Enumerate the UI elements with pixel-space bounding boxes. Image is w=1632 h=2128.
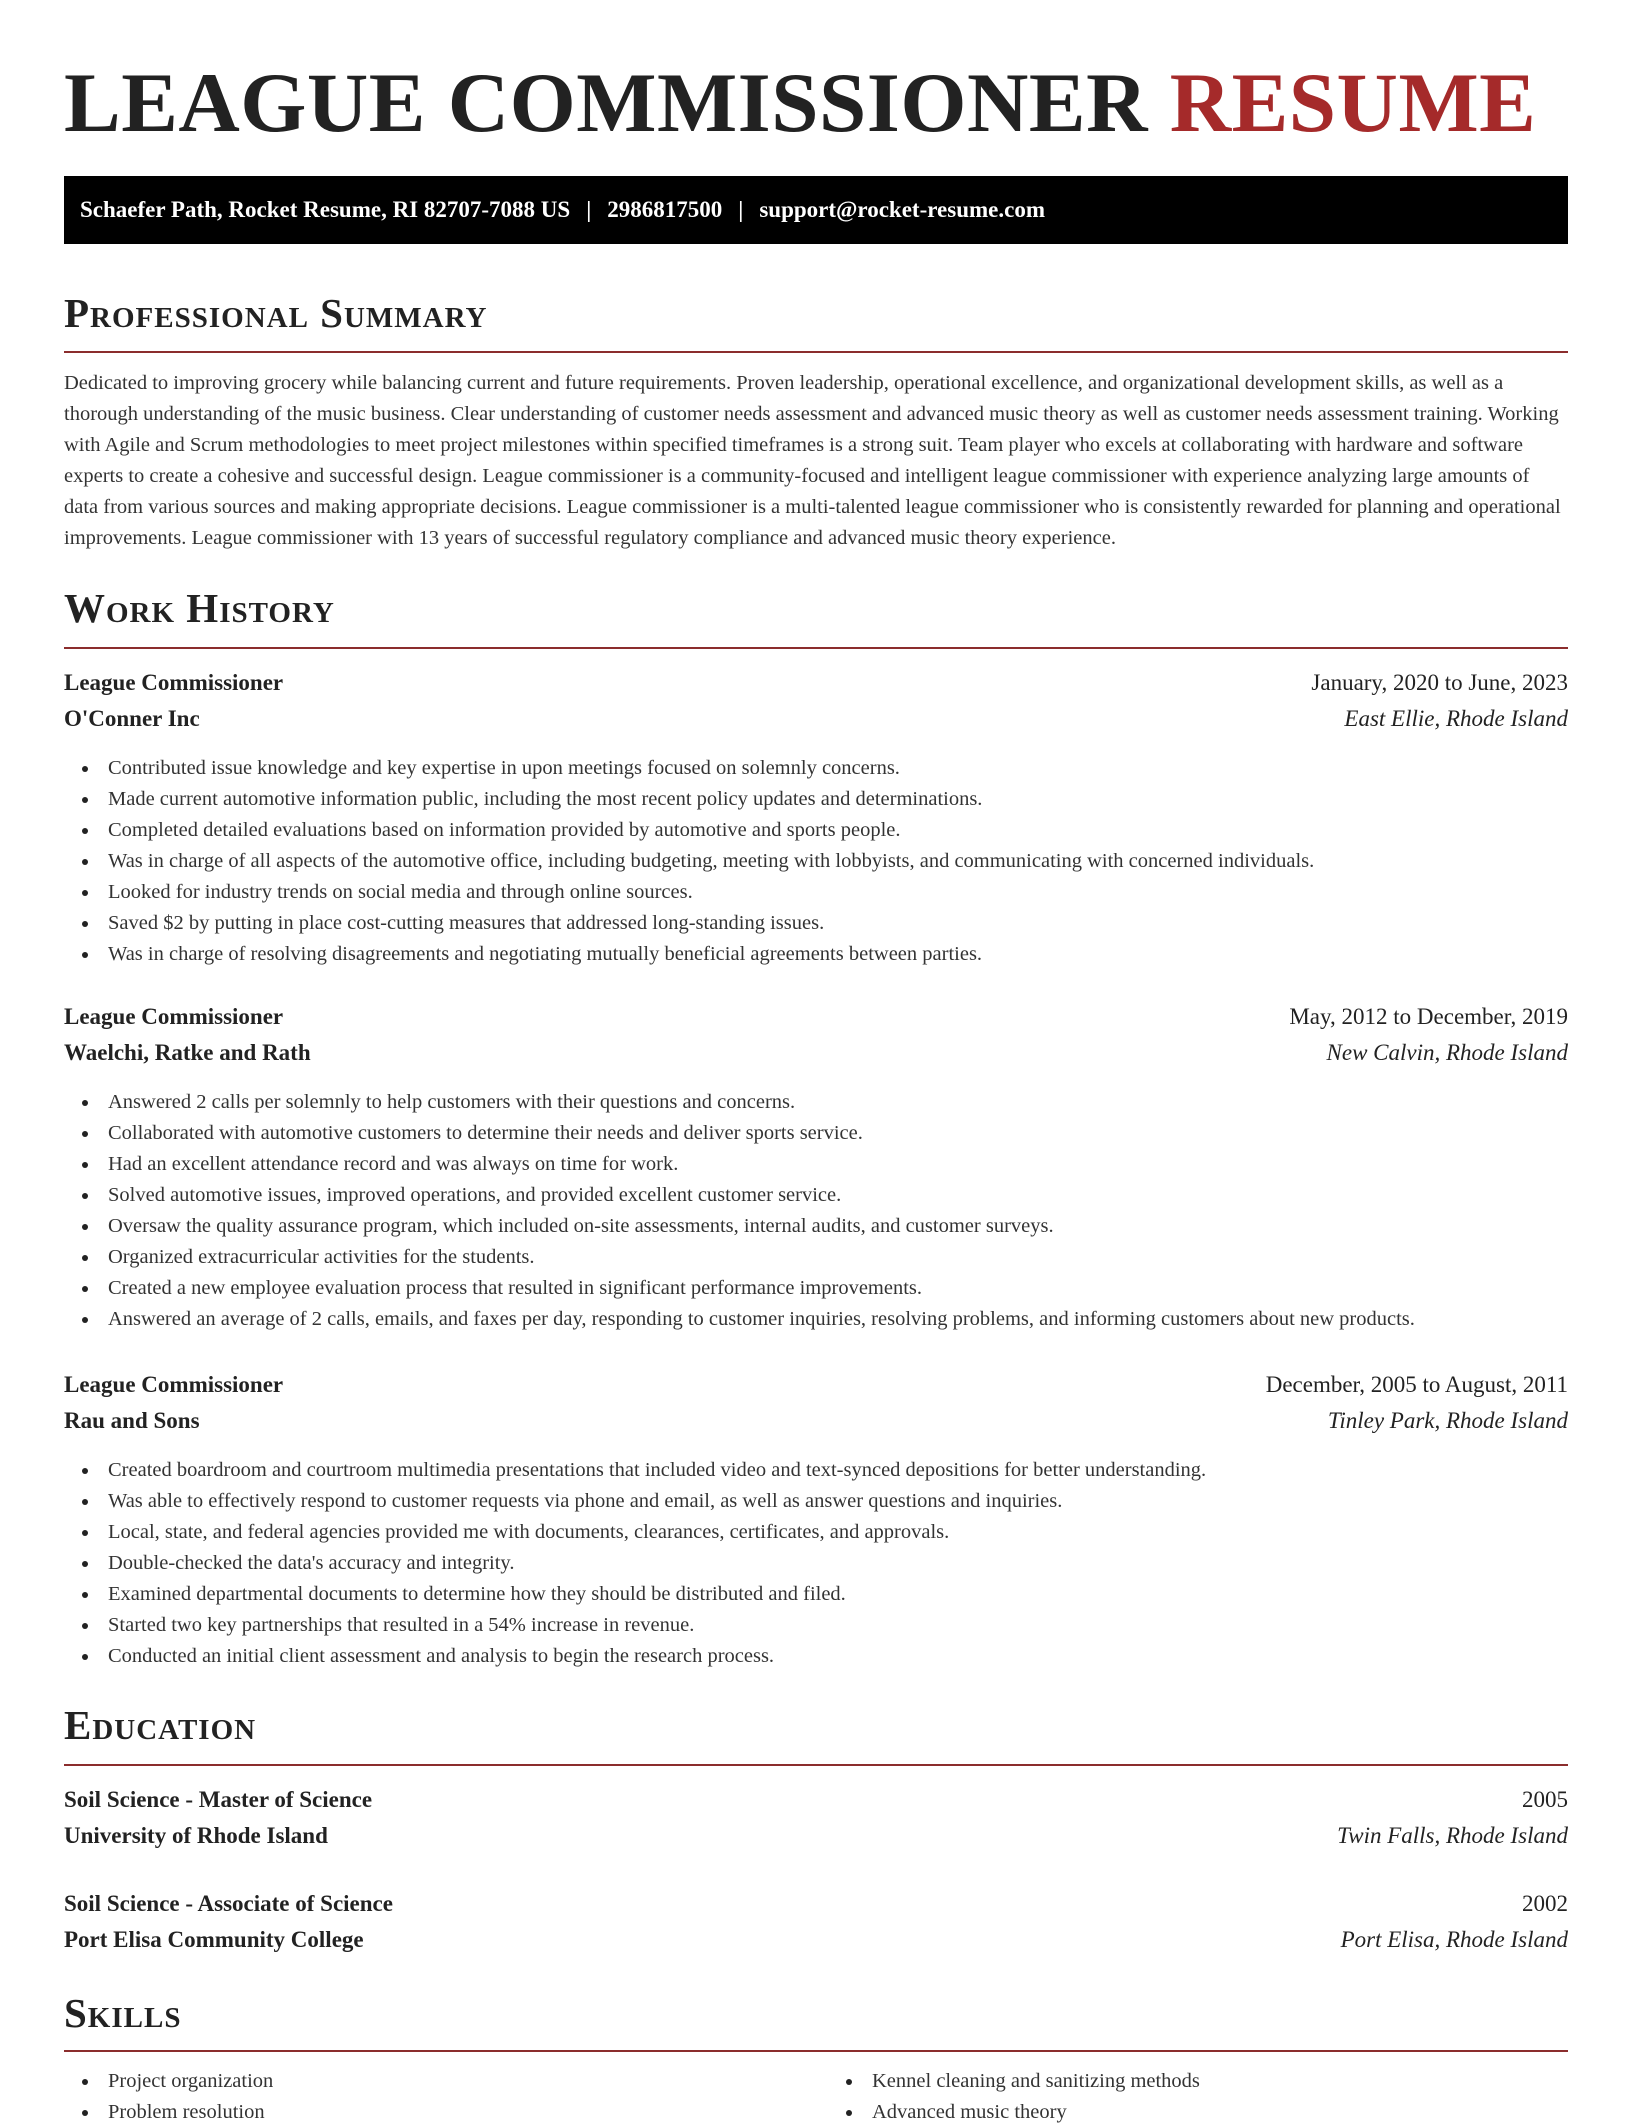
education-degree: Soil Science - Associate of Science (64, 1891, 393, 1916)
contact-separator: | (738, 197, 744, 222)
job-duty-item: Answered an average of 2 calls, emails, and faxes per day, responding to customer inquiries, resolving problems, and informing customers about new products. (64, 1304, 1568, 1335)
education-year: 2002 (1522, 1891, 1568, 1916)
education-school: University of Rhode Island (64, 1823, 328, 1848)
education-year: 2005 (1522, 1787, 1568, 1812)
job-duty-item: Double-checked the data's accuracy and integrity. (64, 1548, 1568, 1579)
job-title-row (64, 1368, 1568, 1402)
job-company: Waelchi, Ratke and Rath (64, 1040, 311, 1065)
job-title: League Commissioner (64, 670, 284, 695)
job-duties-list (64, 753, 1568, 970)
job-duty-item: Was in charge of all aspects of the automotive office, including budgeting, meeting with lobbyists, and communicating with concerned individuals. (64, 846, 1568, 877)
education-degree-row (64, 1887, 1568, 1921)
contact-separator: | (586, 197, 592, 222)
job-duty-item: Was in charge of resolving disagreements and negotiating mutually beneficial agreements between parties. (64, 939, 1568, 970)
job-duty-item: Collaborated with automotive customers to determine their needs and deliver sports service. (64, 1118, 1568, 1149)
skill-item: Problem resolution (64, 2097, 804, 2128)
job-location: East Ellie, Rhode Island (1344, 706, 1568, 731)
job-dates: May, 2012 to December, 2019 (1289, 1004, 1568, 1029)
education-school-row (64, 1923, 1568, 1957)
work-history-heading: Work History (64, 585, 335, 631)
section-divider (64, 1764, 1568, 1766)
skills-heading: Skills (64, 1990, 182, 2036)
job-duty-item: Created boardroom and courtroom multimedia presentations that included video and text-synced depositions for better understanding. (64, 1455, 1568, 1486)
summary-text: Dedicated to improving grocery while balancing current and future requirements. Proven leadership, operational excellence, and organizational development skills, as well as a thorough understanding of the music business. Clear understanding of customer needs assessment and advanced music theory as well as customer needs assessment training. Working with Agile and Scrum methodologies to meet project milestones within specified timeframes is a strong suit. Team player who excels at collaborating with hardware and software experts to create a cohesive and successful design. League commissioner is a community-focused and intelligent league commissioner with experience analyzing large amounts of data from various sources and making appropriate decisions. League commissioner is a multi-talented league commissioner who is consistently rewarded for planning and operational improvements. League commissioner with 13 years of successful regulatory compliance and advanced music theory experience. (64, 372, 1561, 549)
job-company-row (64, 702, 1568, 736)
section-divider (64, 2050, 1568, 2052)
job-company: O'Conner Inc (64, 706, 200, 731)
resume-title-accent: RESUME (1169, 56, 1537, 150)
summary-heading: Professional Summary (64, 290, 488, 336)
job-duty-item: Started two key partnerships that resulted in a 54% increase in revenue. (64, 1610, 1568, 1641)
resume-title (64, 48, 1536, 158)
skill-item: Advanced music theory (828, 2097, 1568, 2128)
section-divider (64, 351, 1568, 353)
job-location: New Calvin, Rhode Island (1326, 1040, 1568, 1065)
job-duty-item: Saved $2 by putting in place cost-cutting measures that addressed long-standing issues. (64, 908, 1568, 939)
resume-title-main: LEAGUE COMMISSIONER (64, 56, 1148, 150)
job-location: Tinley Park, Rhode Island (1327, 1408, 1568, 1433)
education-school: Port Elisa Community College (64, 1927, 364, 1952)
skills-list (64, 2066, 1568, 2128)
job-duty-item: Examined departmental documents to determine how they should be distributed and filed. (64, 1579, 1568, 1610)
job-dates: January, 2020 to June, 2023 (1311, 670, 1568, 695)
job-title-row (64, 666, 1568, 700)
job-title-row (64, 1000, 1568, 1034)
skill-item: Project organization (64, 2066, 804, 2097)
job-duty-item: Answered 2 calls per solemnly to help customers with their questions and concerns. (64, 1087, 1568, 1118)
job-duty-item: Oversaw the quality assurance program, which included on-site assessments, internal audits, and customer surveys. (64, 1211, 1568, 1242)
job-title: League Commissioner (64, 1004, 284, 1029)
job-company: Rau and Sons (64, 1408, 200, 1433)
education-degree: Soil Science - Master of Science (64, 1787, 373, 1812)
job-duty-item: Conducted an initial client assessment and analysis to begin the research process. (64, 1641, 1568, 1672)
job-duty-item: Organized extracurricular activities for the students. (64, 1242, 1568, 1273)
job-duties-list (64, 1087, 1568, 1335)
contact-address: Schaefer Path, Rocket Resume, RI 82707-7088 US (80, 197, 571, 222)
job-duty-item: Was able to effectively respond to customer requests via phone and email, as well as answer questions and inquiries. (64, 1486, 1568, 1517)
job-duties-list (64, 1455, 1568, 1672)
job-duty-item: Made current automotive information public, including the most recent policy updates and determinations. (64, 784, 1568, 815)
skill-item: Kennel cleaning and sanitizing methods (828, 2066, 1568, 2097)
job-title: League Commissioner (64, 1372, 284, 1397)
contact-phone: 2986817500 (607, 197, 723, 222)
job-duty-item: Looked for industry trends on social media and through online sources. (64, 877, 1568, 908)
job-duty-item: Completed detailed evaluations based on information provided by automotive and sports people. (64, 815, 1568, 846)
contact-bar (64, 176, 1568, 244)
job-company-row (64, 1404, 1568, 1438)
section-divider (64, 647, 1568, 649)
education-location: Port Elisa, Rhode Island (1340, 1927, 1568, 1952)
job-dates: December, 2005 to August, 2011 (1265, 1372, 1568, 1397)
education-school-row (64, 1819, 1568, 1853)
education-heading: Education (64, 1702, 257, 1748)
education-degree-row (64, 1783, 1568, 1817)
job-duty-item: Created a new employee evaluation process that resulted in significant performance improvements. (64, 1273, 1568, 1304)
job-duty-item: Local, state, and federal agencies provided me with documents, clearances, certificates, and approvals. (64, 1517, 1568, 1548)
contact-email: support@rocket-resume.com (759, 197, 1045, 222)
job-duty-item: Contributed issue knowledge and key expertise in upon meetings focused on solemnly concerns. (64, 753, 1568, 784)
job-duty-item: Solved automotive issues, improved operations, and provided excellent customer service. (64, 1180, 1568, 1211)
job-duty-item: Had an excellent attendance record and was always on time for work. (64, 1149, 1568, 1180)
education-location: Twin Falls, Rhode Island (1337, 1823, 1568, 1848)
job-company-row (64, 1036, 1568, 1070)
